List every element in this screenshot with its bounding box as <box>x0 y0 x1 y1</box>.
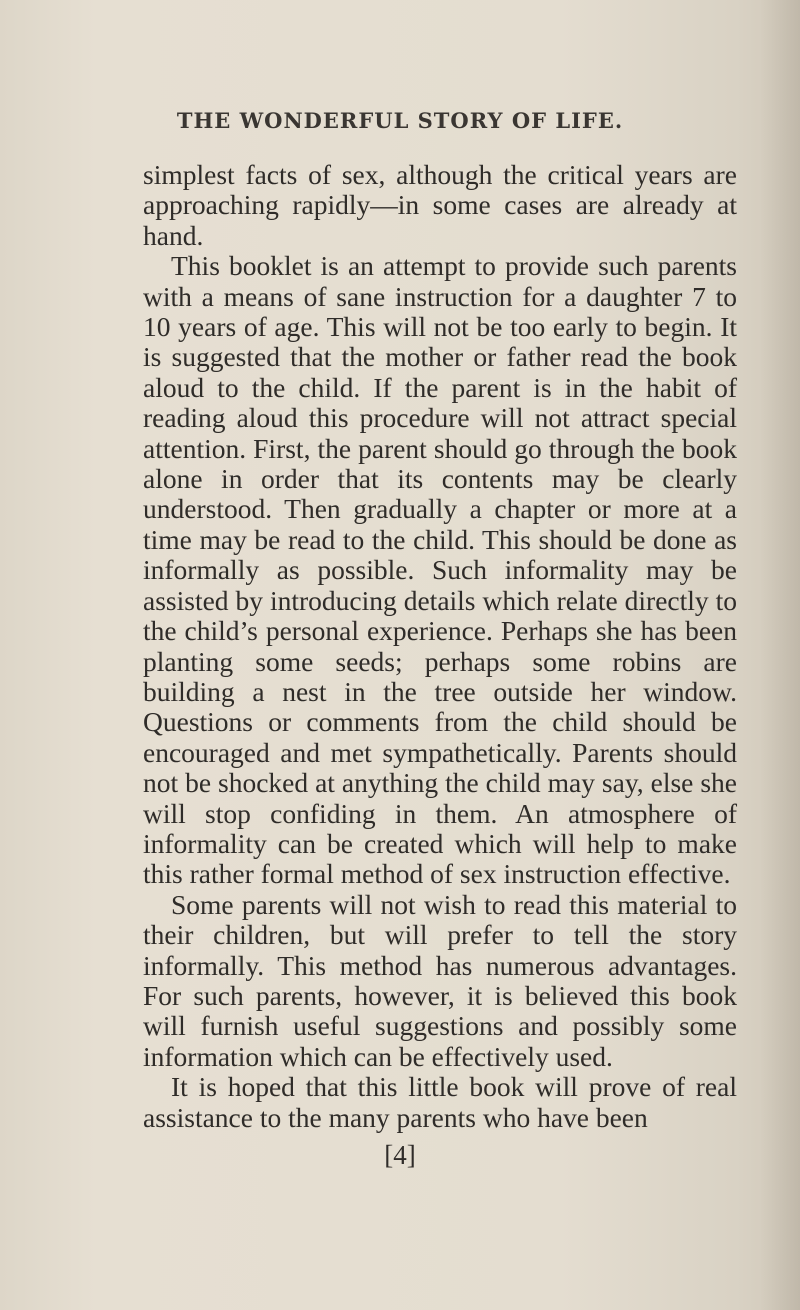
page-number: [4] <box>384 1140 416 1170</box>
paragraph: This booklet is an attempt to provide such parents with a means of sane instruction for a daughter 7 to 10 years of age. This will not be too early to begin. It is suggested that the mother or father read the book aloud to the child. If the parent is in the habit of reading aloud this procedure will not attract special attention. First, the parent should go through the book alone in order that its contents may be clearly understood. Then gradually a chapter or more at a time may be read to the child. This should be done as informally as possible. Such informality may be assisted by introducing details which relate directly to the child’s personal experience. Perhaps she has been planting some seeds; perhaps some robins are building a nest in the tree outside her window. Questions or comments from the child should be encouraged and met sympathetically. Parents should not be shocked at anything the child may say, else she will stop confiding in them. An atmosphere of informality can be created which will help to make this rather formal method of sex instruction effective. <box>143 250 737 890</box>
running-head: THE WONDERFUL STORY OF LIFE. <box>176 108 624 133</box>
paragraph-continued: simplest facts of sex, although the critical years are approaching rapidly—in some cases are already at hand. <box>143 159 737 251</box>
page-edge-shadow <box>760 0 800 1310</box>
body-text <box>143 160 737 1133</box>
paragraph: Some parents will not wish to read this material to their children, but will prefer to tell the story informally. This method has numerous advantages. For such parents, however, it is believed this book will furnish useful suggestions and possibly some information which can be effectively used. <box>143 888 737 1072</box>
paragraph: It is hoped that this little book will prove of real assistance to the many parents who have been <box>143 1071 737 1133</box>
